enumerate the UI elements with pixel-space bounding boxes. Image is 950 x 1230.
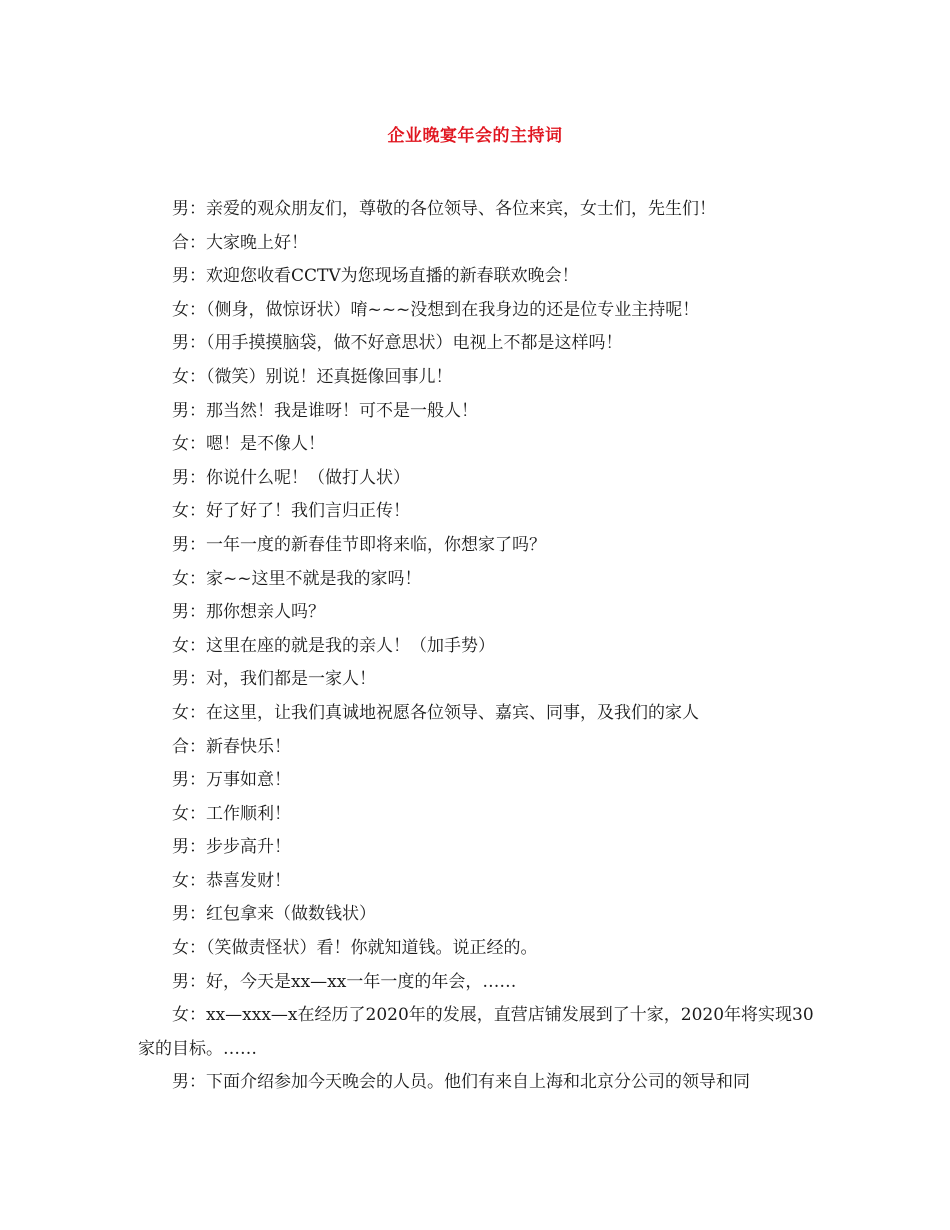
dialogue-line: 男：（用手摸摸脑袋，做不好意思状）电视上不都是这样吗！ [172,333,623,354]
dialogue-line: 女：（侧身，做惊讶状）唷~~~没想到在我身边的还是位专业主持呢！ [172,299,700,320]
dialogue-line: 女：这里在座的就是我的亲人！（加手势） [172,635,495,656]
dialogue-line: 女：在这里，让我们真诚地祝愿各位领导、嘉宾、同事，及我们的家人 [172,702,699,723]
dialogue-line: 合：大家晚上好！ [172,232,308,253]
dialogue-line: 合：新春快乐！ [172,736,291,757]
dialogue-line: 男：对，我们都是一家人！ [172,669,376,690]
dialogue-line: 女：工作顺利！ [172,803,291,824]
dialogue-line: 女：（笑做责怪状）看！你就知道钱。说正经的。 [172,938,538,959]
dialogue-line: 男：下面介绍参加今天晚会的人员。他们有来自上海和北京分公司的领导和同 [172,1072,750,1093]
dialogue-line: 男：那你想亲人吗？ [172,602,325,623]
dialogue-line: 男：一年一度的新春佳节即将来临，你想家了吗？ [172,534,546,555]
dialogue-line: 男：步步高升！ [172,837,291,858]
dialogue-line: 男：你说什么呢！（做打人状） [172,467,410,488]
dialogue-line: 男：红包拿来（做数钱状） [172,904,376,925]
document-title: 企业晚宴年会的主持词 [387,126,563,146]
dialogue-line: 男：好，今天是xx—xx一年一度的年会，…… [172,971,517,992]
dialogue-line: 女：（微笑）别说！还真挺像回事儿！ [172,366,453,387]
dialogue-line: 男：那当然！我是谁呀！可不是一般人！ [172,400,478,421]
dialogue-line: 女：xx—xxx—x在经历了2020年的发展，直营店铺发展到了十家，2020年将实现30家的目标。…… [138,1005,814,1059]
dialogue-line: 男：万事如意！ [172,770,291,791]
dialogue-line: 女：恭喜发财！ [172,870,291,891]
dialogue-line: 男：亲爱的观众朋友们，尊敬的各位领导、各位来宾，女士们，先生们！ [172,199,716,219]
dialogue-line: 男：欢迎您收看CCTV为您现场直播的新春联欢晚会！ [172,266,579,287]
dialogue-line: 女：家~~这里不就是我的家吗！ [172,568,422,589]
dialogue-line: 女：嗯！是不像人！ [172,434,325,455]
dialogue-line: 女：好了好了！我们言归正传！ [172,501,410,522]
document-body [138,193,814,1100]
